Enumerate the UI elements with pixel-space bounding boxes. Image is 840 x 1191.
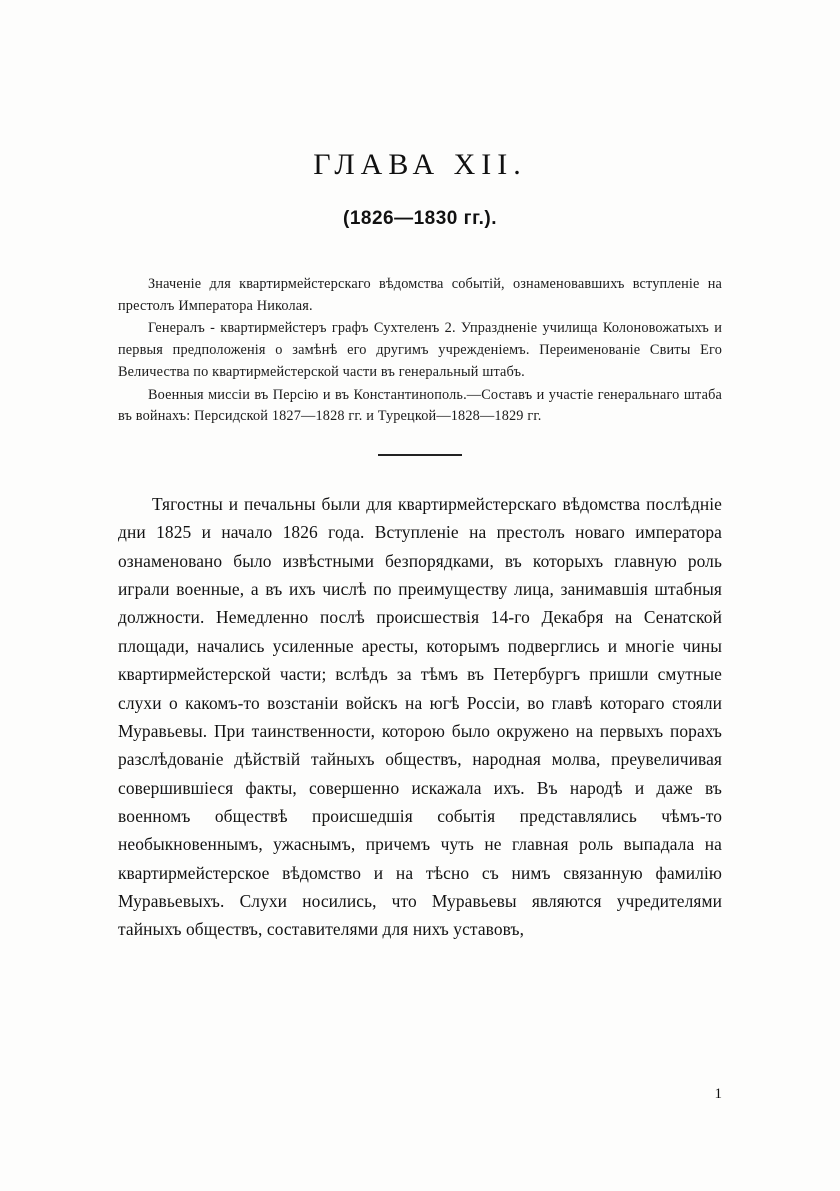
section-divider xyxy=(378,454,462,456)
summary-paragraph: Значеніе для квартирмейстерскаго вѣдомства событій, ознаменовавшихъ вступленіе на престолъ Императора Николая. xyxy=(118,276,722,314)
page-number: 1 xyxy=(714,1086,722,1102)
chapter-summary xyxy=(118,274,722,428)
page-content xyxy=(118,120,722,944)
summary-paragraph: Генералъ - квартирмейстеръ графъ Сухтеленъ 2. Упраздненіе училища Колоновожатыхъ и первыя предположенія о замѣнѣ его другимъ учрежденіемъ. Переименованіе Свиты Его Величества по квартирмейстерской части въ генеральный штабъ. xyxy=(118,320,722,380)
body-paragraph: Тягостны и печальны были для квартирмейстерскаго вѣдомства послѣдніе дни 1825 и начало 1826 года. Вступленіе на престолъ новаго императора ознаменовано было извѣстными безпорядками, въ которыхъ главную роль играли военные, а въ ихъ числѣ по преимуществу лица, занимавшія штабныя должности. Немедленно послѣ происшествія 14-го Декабря на Сенатской площади, начались усиленные аресты, которымъ подверглись и многіе чины квартирмейстерской части; вслѣдъ за тѣмъ въ Петербургъ пришли смутные слухи о какомъ-то возстаніи войскъ на югѣ Россіи, во главѣ котораго стояли Муравьевы. При таинственности, которою было окружено на первыхъ порахъ разслѣдованіе дѣйствій тайныхъ обществъ, народная молва, преувеличивая совершившіеся факты, совершенно искажала ихъ. Въ народѣ и даже въ военномъ обществѣ происшедшія событія представлялись чѣмъ-то необыкновеннымъ, ужаснымъ, причемъ чуть не главная роль выпадала на квартирмейстерское вѣдомство и на тѣсно съ нимъ связанную фамилію Муравьевыхъ. Слухи носились, что Муравьевы являются учредителями тайныхъ обществъ, составителями для нихъ уставовъ, xyxy=(118,494,722,940)
summary-paragraph: Военныя миссіи въ Персію и въ Константинополь.—Составъ и участіе генеральнаго штаба въ войнахъ: Персидской 1827—1828 гг. и Турецкой—1828—1829 гг. xyxy=(118,386,722,425)
chapter-subtitle: (1826—1830 гг.). xyxy=(343,208,497,229)
body-text xyxy=(118,490,722,944)
chapter-title: ГЛАВА XII. xyxy=(313,148,527,181)
